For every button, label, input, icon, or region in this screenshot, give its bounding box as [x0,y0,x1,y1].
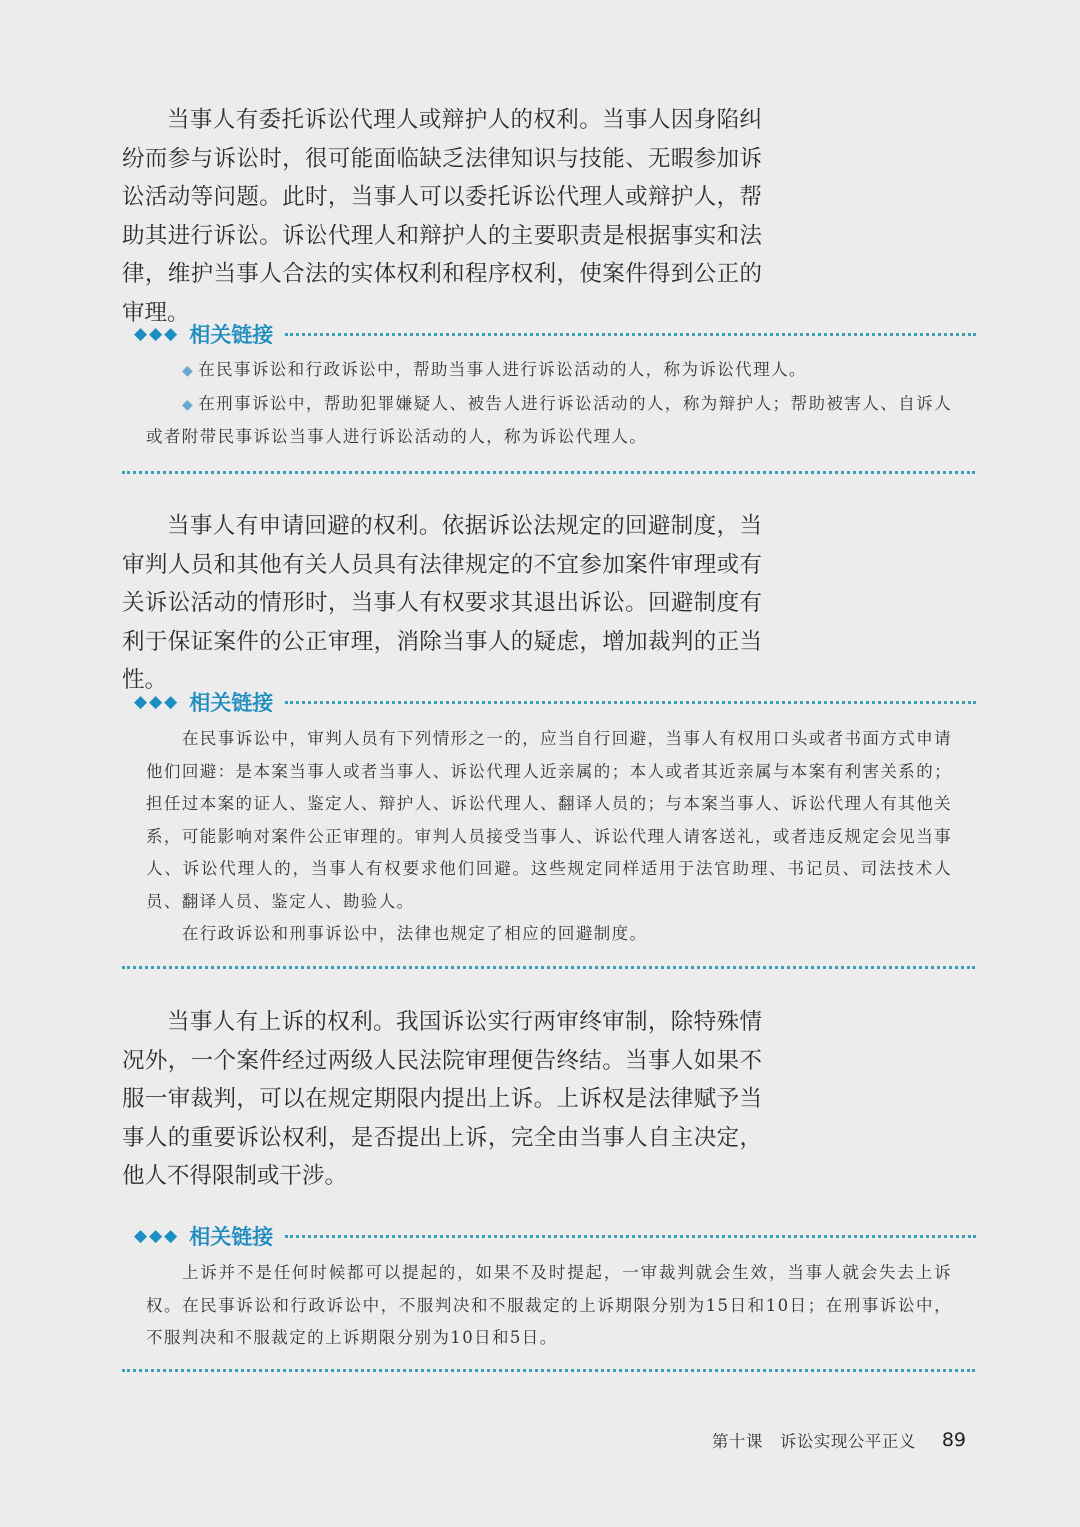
diamond-icons: ◆◆◆ [134,692,180,712]
bullet-diamond-icon: ◆ [182,396,195,413]
related-links-box-2 [146,723,952,951]
link-item: 在民事诉讼中，审判人员有下列情形之一的，应当自行回避，当事人有权用口头或者书面方式申请他们回避：是本案当事人或者当事人、诉讼代理人近亲属的；本人或者其近亲属与本案有利害关系的；担任过本案的证人、鉴定人、辩护人、诉讼代理人、翻译人员的；与本案当事人、诉讼代理人有其他关系，可能影响对案件公正审理的。审判人员接受当事人、诉讼代理人请客送礼，或者违反规定会见当事人、诉讼代理人的，当事人有权要求他们回避。这些规定同样适用于法官助理、书记员、司法技术人员、翻译人员、鉴定人、勘验人。 [146,729,952,911]
dotted-separator [122,1369,975,1372]
dotted-separator [122,966,975,969]
body-paragraph-2: 当事人有申请回避的权利。依据诉讼法规定的回避制度，当审判人员和其他有关人员具有法律规定的不宜参加案件审理或有关诉讼活动的情形时，当事人有权要求其退出诉讼。回避制度有利于保证案件的公正审理，消除当事人的疑虑，增加裁判的正当性。 [122,513,762,693]
related-links-title: 相关链接 [189,1225,274,1249]
dotted-rule [285,1235,976,1238]
lesson-title: 第十课 诉讼实现公平正义 [711,1432,916,1451]
dotted-rule [285,701,976,704]
dotted-separator [122,471,975,474]
body-paragraph-3: 当事人有上诉的权利。我国诉讼实行两审终审制，除特殊情况外，一个案件经过两级人民法院审理便告终结。当事人如果不服一审裁判，可以在规定期限内提出上诉。上诉权是法律赋予当事人的重要诉讼权利，是否提出上诉，完全由当事人自主决定，他人不得限制或干涉。 [122,1009,762,1189]
page-number: 89 [941,1429,966,1451]
diamond-icons: ◆◆◆ [134,324,180,344]
page-footer [706,1425,966,1455]
related-links-title: 相关链接 [189,691,274,715]
related-links-box-3 [146,1257,952,1355]
related-links-header-3 [134,1220,976,1252]
link-item: 上诉并不是任何时候都可以提起的，如果不及时提起，一审裁判就会生效，当事人就会失去上诉权。在民事诉讼和行政诉讼中，不服判决和不服裁定的上诉期限分别为15日和10日；在刑事诉讼中，不服判决和不服裁定的上诉期限分别为10日和5日。 [146,1263,952,1347]
related-links-header-2 [134,686,976,718]
link-item: 在行政诉讼和刑事诉讼中，法律也规定了相应的回避制度。 [182,924,648,943]
related-links-header-1 [134,318,976,350]
link-item: ◆ 在民事诉讼和行政诉讼中，帮助当事人进行诉讼活动的人，称为诉讼代理人。 [182,360,807,379]
body-paragraph-1: 当事人有委托诉讼代理人或辩护人的权利。当事人因身陷纠纷而参与诉讼时，很可能面临缺乏法律知识与技能、无暇参加诉讼活动等问题。此时，当事人可以委托诉讼代理人或辩护人，帮助其进行诉讼。诉讼代理人和辩护人的主要职责是根据事实和法律，维护当事人合法的实体权利和程序权利，使案件得到公正的审理。 [122,107,762,326]
dotted-rule [285,333,976,336]
diamond-icons: ◆◆◆ [134,1226,180,1246]
related-links-box-1 [146,354,952,454]
bullet-diamond-icon: ◆ [182,363,195,379]
related-links-title: 相关链接 [189,323,274,347]
link-item: ◆ 在刑事诉讼中，帮助犯罪嫌疑人、被告人进行诉讼活动的人，称为辩护人；帮助被害人、自诉人或者附带民事诉讼当事人进行诉讼活动的人，称为诉讼代理人。 [146,393,952,446]
